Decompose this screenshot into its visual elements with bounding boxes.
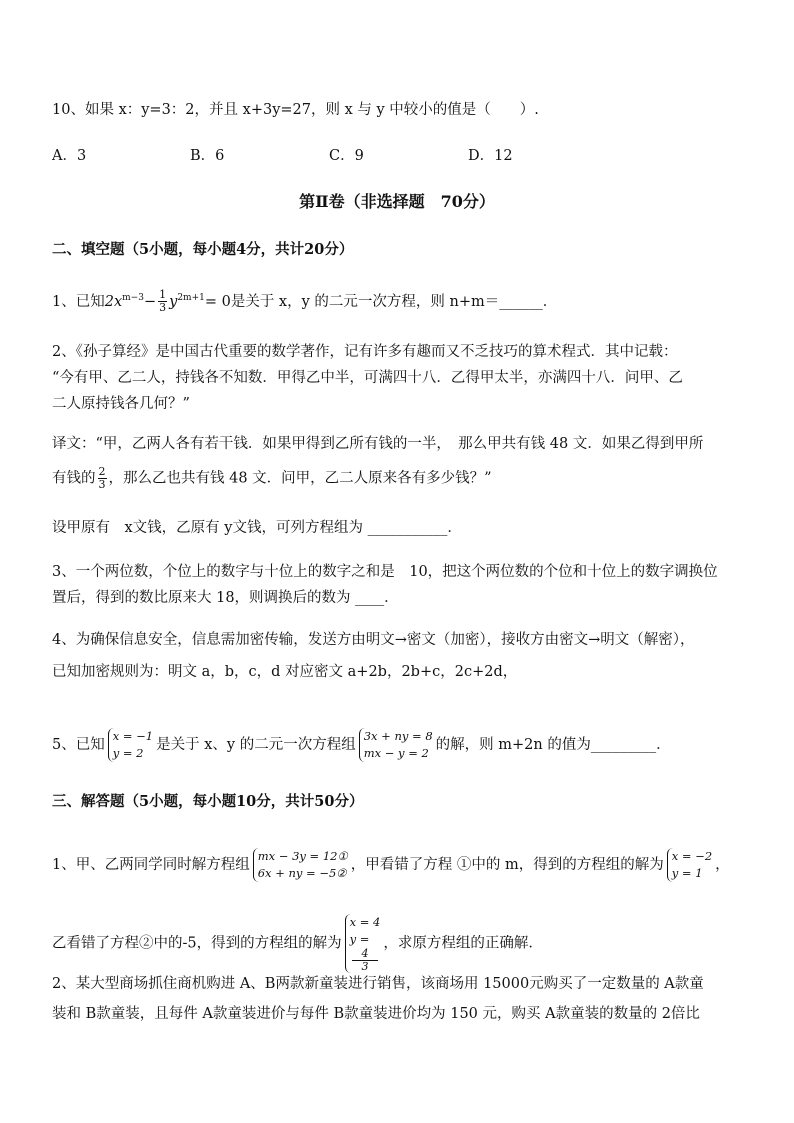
system-row: mx − y = 2 <box>363 746 429 760</box>
fill-q2-line1: 2、《孙子算经》是中国古代重要的数学著作，记有许多有趣而又不乏技巧的算术程式．其中记载： <box>52 344 678 360</box>
fill-q4-line2: 已知加密规则为：明文 a，b，c，d 对应密文 a+2b，2b+c，2c+2d， <box>52 664 518 680</box>
fill-q1-term: 2x <box>104 293 123 310</box>
fill-q2-line6: 设甲原有 x文钱，乙原有 y文钱，可列方程组为 ___________． <box>52 520 462 536</box>
system-row: mx − 3y = 12① <box>257 849 348 863</box>
system-row: 6x + ny = −5② <box>257 866 347 880</box>
fill-q5-system1 <box>108 728 153 762</box>
q10-option-c[interactable]: C．9 <box>329 148 364 164</box>
fraction-denominator: 3 <box>98 478 106 491</box>
fill-q1-text: 是关于 x，y 的二元一次方程，则 n+m＝______． <box>230 293 558 310</box>
fill-q2-line2: “今有甲、乙二人，持钱各不知数．甲得乙中半，可满四十八．乙得甲太半，亦满四十八．问甲、乙 <box>52 370 683 386</box>
fraction-numerator: 2 <box>98 465 106 478</box>
fill-q2-line4: 译文：“甲，乙两人各有若干钱．如果甲得到乙所有钱的一半， 那么甲共有钱 48 文．如果乙得到甲所 <box>52 436 704 452</box>
answer-q2-line1: 2、某大型商场抓住商机购进 A、B两款新童装进行销售，该商场用 15000元购买了一定数量的 A款童 <box>52 976 704 992</box>
q10-option-b[interactable]: B．6 <box>190 148 225 164</box>
q10-text: x：y=3：2，并且 x+3y=27，则 x 与 y 中较小的值是（ ）. <box>118 102 539 118</box>
fill-q3-line1: 3、一个两位数，个位上的数字与十位上的数字之和是 10，把这个两位数的个位和十位上的数字调换位 <box>52 564 718 580</box>
answer-q1-mid: ，甲看错了方程 ①中的 m，得到的方程组的解为 <box>350 857 664 873</box>
part2-title: 第Ⅱ卷（非选择题 70分） <box>299 192 495 211</box>
fill-q1-prefix: 1、已知 <box>52 293 105 310</box>
answer-q1-system2 <box>667 848 712 882</box>
q10-option-d[interactable]: D．12 <box>468 148 513 164</box>
fill-q1-y: y <box>169 293 178 310</box>
answer-q1-line2 <box>52 914 543 973</box>
system-row: y = 2 <box>112 746 144 760</box>
fill-q5-pre: 5、已知 <box>52 737 105 753</box>
answer-q1-line2-post: ，求原方程组的正确解． <box>383 935 543 952</box>
fraction-denominator: 3 <box>159 301 167 315</box>
system-row: x = −1 <box>112 729 154 743</box>
fill-q5-system2 <box>359 728 433 762</box>
fill-q5-mid: 是关于 x、y 的二元一次方程组 <box>156 737 356 753</box>
fill-q2-line5 <box>52 466 492 491</box>
fill-q5 <box>52 728 671 762</box>
fill-q1-minus: − <box>143 293 157 310</box>
section3-heading: 三、解答题（5小题，每小题10分，共计50分） <box>52 793 364 810</box>
fill-q2-line5-pre: 有钱的 <box>52 470 96 487</box>
system-row: y = 1 <box>671 866 703 880</box>
fill-q3-line2: 置后，得到的数比原来大 18，则调换后的数为 ____． <box>52 590 399 606</box>
answer-q1-fraction <box>352 948 379 973</box>
fraction-denominator: 3 <box>361 960 369 973</box>
q10-number: 10、如果 <box>52 102 114 118</box>
system-row: 3x + ny = 8 <box>363 729 433 743</box>
fill-q1-exp2: 2m+1 <box>177 293 205 303</box>
fill-q2-fraction <box>98 466 107 491</box>
q10-option-a[interactable]: A．3 <box>52 148 87 164</box>
answer-q1-line2-pre: 乙看错了方程②中的-5，得到的方程组的解为 <box>52 935 342 952</box>
system-row <box>350 931 381 973</box>
fraction-numerator: 1 <box>159 288 167 302</box>
answer-q1-line1 <box>52 848 730 882</box>
fill-q1-exp1: m−3 <box>122 293 144 303</box>
answer-q1-end: ， <box>715 857 730 873</box>
system-row: x = −2 <box>671 849 713 863</box>
fill-q2-line5-post: ，那么乙也共有钱 48 文．问甲，乙二人原来各有多少钱？” <box>108 470 492 487</box>
fill-q2-line3: 二人原持钱各几何？” <box>52 396 190 412</box>
fill-q1-equals: = 0 <box>204 293 231 310</box>
fill-q5-post: 的解，则 m+2n 的值为_________． <box>435 737 671 753</box>
answer-q1-system1 <box>253 848 348 882</box>
fill-q4-line1: 4、为确保信息安全，信息需加密传输，发送方由明文→密文（加密），接收方由密文→明文（解密）， <box>52 632 695 648</box>
fraction-numerator: 4 <box>352 948 379 961</box>
fill-q1-fraction <box>158 289 167 314</box>
fill-q1 <box>52 288 557 314</box>
answer-q1-pre: 1、甲、乙两同学同时解方程组 <box>52 857 250 873</box>
answer-q2-line2: 装和 B款童装，且每件 A款童装进价与每件 B款童装进价均为 150 元，购买 A款童装的数量的 2倍比 <box>52 1006 700 1022</box>
system-row-label: y = <box>349 932 370 946</box>
system-row: x = 4 <box>349 915 381 929</box>
answer-q1-system3 <box>345 914 381 973</box>
section2-heading: 二、填空题（5小题，每小题4分，共计20分） <box>52 241 354 258</box>
q10-line <box>52 100 539 120</box>
